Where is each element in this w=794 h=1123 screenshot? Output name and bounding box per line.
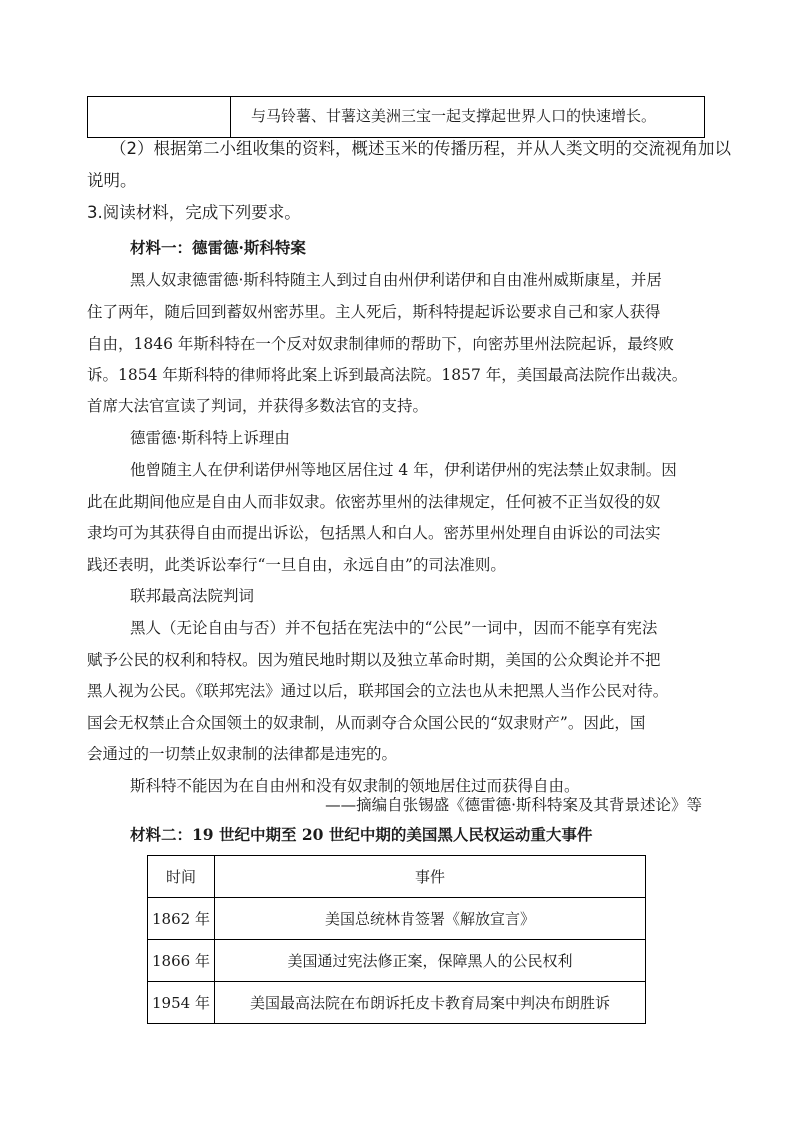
verdict-conclusion: 斯科特不能因为在自由州和没有奴隶制的领地居住过而获得自由。 xyxy=(130,777,580,795)
table-row xyxy=(148,940,646,982)
previous-table-left-cell xyxy=(88,97,231,137)
column-header-event: 事件 xyxy=(215,856,646,898)
material-1-paragraph-1-line: 自由，1846 年斯科特在一个反对奴隶制律师的帮助下，向密苏里州法院起诉，最终败 xyxy=(87,335,674,353)
question-2-line-2: 说明。 xyxy=(87,171,137,190)
material-1-paragraph-1-line: 黑人奴隶德雷德·斯科特随主人到过自由州伊利诺伊和自由准州威斯康星，并居 xyxy=(130,271,662,289)
source-citation: ——摘编自张锡盛《德雷德·斯科特案及其背景述论》等 xyxy=(325,796,702,814)
appeal-paragraph-line: 他曾随主人在伊利诺伊州等地区居住过 4 年，伊利诺伊州的宪法禁止奴隶制。因 xyxy=(130,461,677,479)
material-1-title: 材料一：德雷德·斯科特案 xyxy=(130,238,306,257)
question-2-line-1: （2）根据第二小组收集的资料，概述玉米的传播历程，并从人类文明的交流视角加以 xyxy=(110,139,731,158)
verdict-subtitle: 联邦最高法院判词 xyxy=(130,587,255,605)
event-time: 1866 年 xyxy=(148,940,215,982)
event-description: 美国通过宪法修正案，保障黑人的公民权利 xyxy=(215,940,646,982)
table-header-row xyxy=(148,856,646,898)
appeal-paragraph-line: 隶均可为其获得自由而提出诉讼，包括黑人和白人。密苏里州处理自由诉讼的司法实 xyxy=(87,524,661,542)
events-table xyxy=(147,855,646,1024)
material-1-paragraph-1-line: 诉。1854 年斯科特的律师将此案上诉到最高法院。1857 年，美国最高法院作出裁决。 xyxy=(87,366,688,384)
appeal-paragraph-line: 践还表明，此类诉讼奉行“一旦自由，永远自由”的司法准则。 xyxy=(87,556,506,574)
question-3-heading: 3.阅读材料，完成下列要求。 xyxy=(87,203,301,222)
previous-table-row xyxy=(87,96,705,138)
verdict-paragraph-line: 国会无权禁止合众国领土的奴隶制，从而剥夺合众国公民的“奴隶财产”。因此，国 xyxy=(87,714,646,732)
verdict-paragraph-line: 黑人视为公民。《联邦宪法》通过以后，联邦国会的立法也从未把黑人当作公民对待。 xyxy=(87,682,669,700)
material-2-title: 材料二：19 世纪中期至 20 世纪中期的美国黑人民权运动重大事件 xyxy=(130,825,593,844)
verdict-paragraph-line: 会通过的一切禁止奴隶制的法律都是违宪的。 xyxy=(87,745,398,763)
previous-table-right-cell: 与马铃薯、甘薯这美洲三宝一起支撑起世界人口的快速增长。 xyxy=(251,107,657,125)
event-time: 1862 年 xyxy=(148,898,215,940)
column-header-time: 时间 xyxy=(148,856,215,898)
event-description: 美国总统林肯签署《解放宣言》 xyxy=(215,898,646,940)
appeal-paragraph-line: 此在此期间他应是自由人而非奴隶。依密苏里州的法律规定，任何被不正当奴役的奴 xyxy=(87,493,661,511)
material-1-paragraph-1-line: 住了两年，随后回到蓄奴州密苏里。主人死后，斯科特提起诉讼要求自己和家人获得 xyxy=(87,303,661,321)
table-row xyxy=(148,982,646,1024)
material-1-paragraph-1-line: 首席大法官宣读了判词，并获得多数法官的支持。 xyxy=(87,397,429,415)
event-time: 1954 年 xyxy=(148,982,215,1024)
verdict-paragraph-line: 赋予公民的权利和特权。因为殖民地时期以及独立革命时期，美国的公众舆论并不把 xyxy=(87,651,661,669)
table-row xyxy=(148,898,646,940)
event-description: 美国最高法院在布朗诉托皮卡教育局案中判决布朗胜诉 xyxy=(215,982,646,1024)
appeal-subtitle: 德雷德·斯科特上诉理由 xyxy=(130,429,290,447)
verdict-paragraph-line: 黑人（无论自由与否）并不包括在宪法中的“公民”一词中，因而不能享有宪法 xyxy=(130,619,658,637)
